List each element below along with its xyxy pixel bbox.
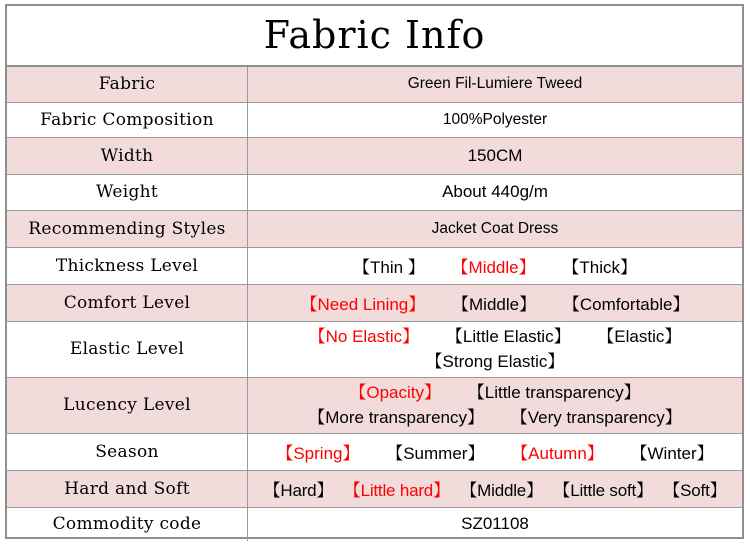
- option-little-hard: 【Little hard】: [343, 481, 450, 500]
- row-options: [248, 433, 743, 470]
- option-middle: 【Middle】: [451, 258, 536, 277]
- option-middle: 【Middle】: [452, 295, 537, 314]
- row-value: Jacket Coat Dress: [248, 210, 743, 247]
- row-label: Recommending Styles: [7, 210, 248, 247]
- option-strong-elastic: 【Strong Elastic】: [425, 352, 565, 371]
- row-value: 100%Polyester: [248, 102, 743, 137]
- option-comfortable: 【Comfortable】: [562, 295, 690, 314]
- row-label: Lucency Level: [7, 377, 248, 433]
- table-row-elastic-level: [7, 321, 742, 377]
- row-label: Commodity code: [7, 507, 248, 541]
- option-more-transparency: 【More transparency】: [308, 408, 484, 427]
- table-row-season: [7, 433, 742, 470]
- row-value: About 440g/m: [248, 174, 743, 210]
- option-middle: 【Middle】: [460, 481, 543, 500]
- table-row-commodity-code: [7, 507, 742, 541]
- option-no-elastic: 【No Elastic】: [308, 327, 420, 346]
- option-spring: 【Spring】: [276, 444, 360, 463]
- row-options: [248, 284, 743, 321]
- row-label: Elastic Level: [7, 321, 248, 377]
- option-opacity: 【Opacity】: [349, 383, 441, 402]
- table-row-fabric-composition: [7, 102, 742, 137]
- option-very-transparency: 【Very transparency】: [510, 408, 682, 427]
- option-thin: 【Thin 】: [353, 258, 425, 277]
- table-row-fabric: [7, 67, 742, 102]
- row-label: Width: [7, 137, 248, 174]
- option-need-lining: 【Need Lining】: [300, 295, 426, 314]
- row-label: Fabric Composition: [7, 102, 248, 137]
- row-label: Thickness Level: [7, 247, 248, 284]
- row-value: SZ01108: [248, 507, 743, 541]
- fabric-info-table: [7, 67, 742, 541]
- table-row-width: [7, 137, 742, 174]
- option-little-elastic: 【Little Elastic】: [445, 327, 571, 346]
- row-value: Green Fil-Lumiere Tweed: [248, 67, 743, 102]
- table-row-recommending-styles: [7, 210, 742, 247]
- row-options: [248, 377, 743, 433]
- row-options: [248, 247, 743, 284]
- row-options: [248, 470, 743, 507]
- option-autumn: 【Autumn】: [511, 444, 604, 463]
- option-soft: 【Soft】: [663, 481, 727, 500]
- page-title: Fabric Info: [7, 6, 742, 67]
- row-value: 150CM: [248, 137, 743, 174]
- row-label: Season: [7, 433, 248, 470]
- table-row-weight: [7, 174, 742, 210]
- option-elastic: 【Elastic】: [597, 327, 682, 346]
- table-row-hard-and-soft: [7, 470, 742, 507]
- option-summer: 【Summer】: [386, 444, 485, 463]
- option-thick: 【Thick】: [562, 258, 637, 277]
- row-label: Hard and Soft: [7, 470, 248, 507]
- row-label: Fabric: [7, 67, 248, 102]
- option-winter: 【Winter】: [630, 444, 714, 463]
- option-little-soft: 【Little soft】: [553, 481, 653, 500]
- option-hard: 【Hard】: [263, 481, 334, 500]
- row-label: Weight: [7, 174, 248, 210]
- table-row-lucency-level: [7, 377, 742, 433]
- row-options: [248, 321, 743, 377]
- table-row-comfort-level: [7, 284, 742, 321]
- table-row-thickness-level: [7, 247, 742, 284]
- row-label: Comfort Level: [7, 284, 248, 321]
- fabric-info-sheet: [5, 4, 744, 539]
- option-little-transparency: 【Little transparency】: [467, 383, 641, 402]
